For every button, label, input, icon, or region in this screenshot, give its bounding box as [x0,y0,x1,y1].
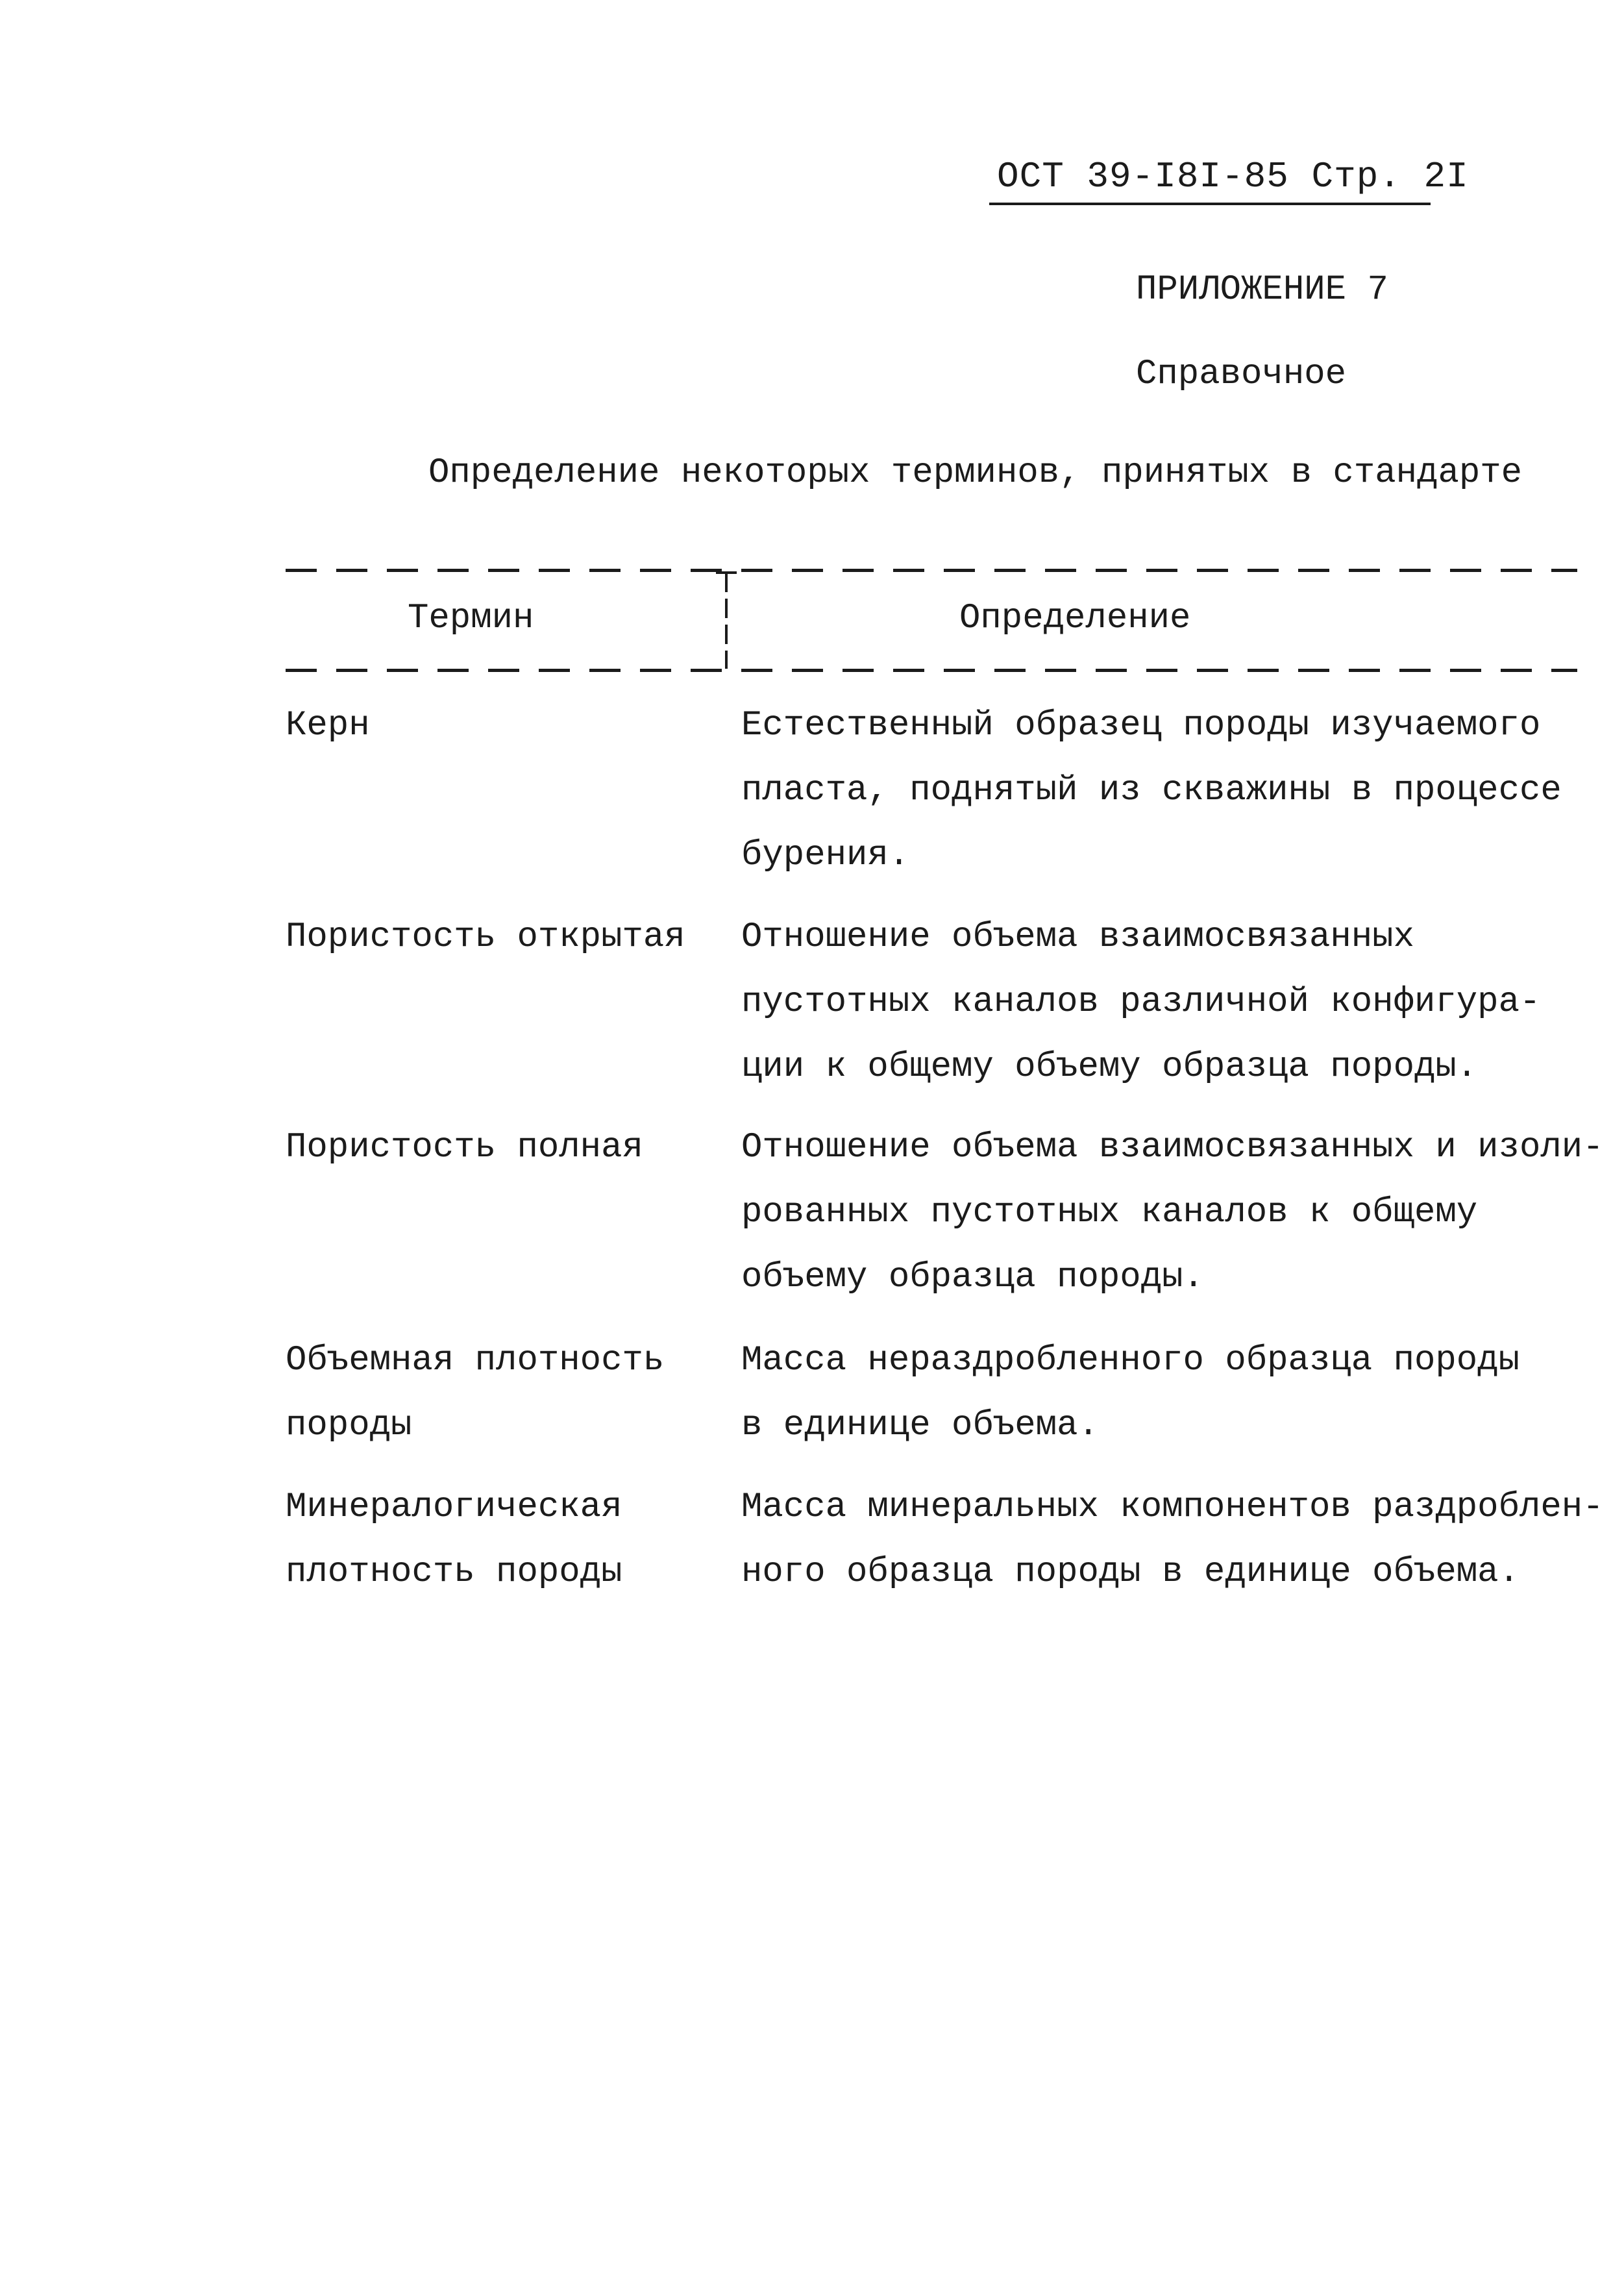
table-header-rule [286,669,1577,672]
term-line: породы [286,1406,412,1445]
definition-cell [741,693,1562,888]
term-line: Пористость полная [286,1128,643,1167]
appendix-status: Справочное [1136,354,1347,394]
definition-line: ции к общему объему образца породы. [741,1047,1478,1087]
column-divider [725,573,728,669]
column-header-definition: Определение [959,599,1191,638]
definition-line: Естественный образец породы изучаемого [741,706,1541,745]
definition-line: рованных пустотных каналов к общему [741,1193,1478,1232]
term-line: Керн [286,706,370,745]
definition-line: Масса минеральных компонентов раздроблен- [741,1487,1604,1527]
term-line: Пористость открытая [286,917,685,957]
definition-line: Отношение объема взаимосвязанных [741,917,1414,957]
definition-cell [741,905,1540,1100]
document-reference: ОСТ 39-I8I-85 Стр. 2I [997,156,1469,197]
column-header-term: Термин [408,599,534,638]
term-cell [286,693,370,758]
definition-line: в единице объема. [741,1406,1099,1445]
term-cell [286,1475,622,1605]
definition-cell [741,1475,1604,1605]
definition-line: бурения. [741,836,910,875]
term-cell [286,905,685,970]
page-title: Определение некоторых терминов, принятых в стандарте [428,453,1523,493]
term-line: Минералогическая [286,1487,622,1527]
definition-line: пустотных каналов различной конфигура- [741,982,1541,1022]
appendix-label: ПРИЛОЖЕНИЕ 7 [1136,270,1388,310]
term-line: плотность породы [286,1552,622,1592]
table-top-rule [286,569,1577,572]
definition-cell [741,1115,1604,1310]
definition-line: объему образца породы. [741,1258,1204,1297]
term-cell [286,1115,643,1180]
definition-cell [741,1328,1519,1458]
term-cell [286,1328,664,1458]
term-line: Объемная плотность [286,1341,665,1380]
definition-line: ного образца породы в единице объема. [741,1552,1519,1592]
definition-line: Отношение объема взаимосвязанных и изоли- [741,1128,1604,1167]
definition-line: Масса нераздробленного образца породы [741,1341,1519,1380]
header-underline [989,203,1431,205]
definition-line: пласта, поднятый из скважины в процессе [741,771,1562,810]
